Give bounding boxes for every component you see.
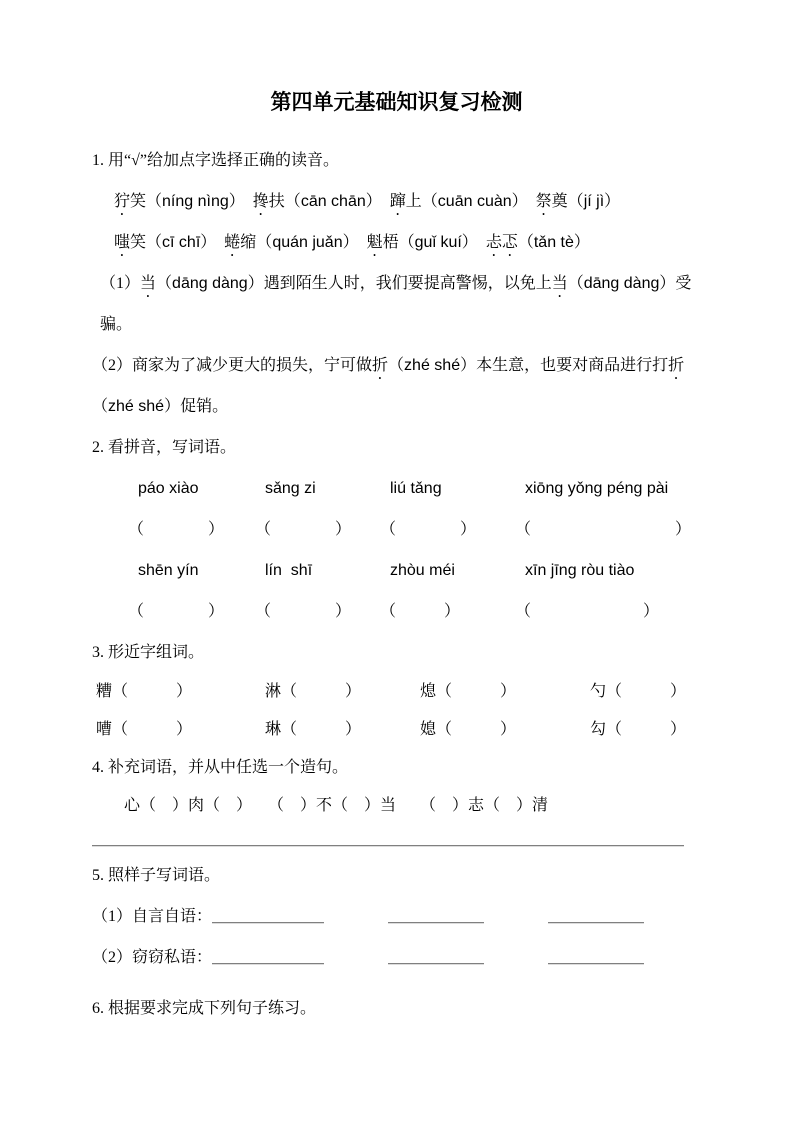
pinyin-word: lín shī	[265, 562, 313, 579]
q3-word-row-1	[92, 673, 701, 711]
text-segment: ）促销。	[164, 398, 229, 415]
q4-fill-in-line: 心（ ）肉（ ） （ ）不（ ）当 （ ）志（ ）清	[124, 797, 549, 814]
text-segment: 蜷	[224, 234, 241, 251]
text-segment: 嗤	[114, 234, 131, 251]
text-segment: 笑（	[130, 234, 163, 251]
word-bracket: 勾（ ）	[590, 721, 687, 738]
pinyin-word: xiōng yǒng péng pài	[525, 480, 669, 497]
text-segment: 蹿	[389, 193, 406, 210]
pinyin-word: páo xiào	[138, 480, 199, 497]
pinyin-option: zhé shé	[404, 357, 461, 374]
pinyin-option: dāng dàng	[583, 275, 660, 292]
pinyin-option: jí jì	[583, 193, 605, 210]
text-segment: （	[567, 275, 584, 292]
text-segment: 折	[668, 357, 685, 374]
q5-example-row-2: （2）窃窃私语：＿＿＿＿＿＿＿ ＿＿＿＿＿＿ ＿＿＿＿＿＿	[92, 949, 645, 966]
text-segment: ）	[228, 193, 253, 210]
answer-bracket: （ ）	[515, 603, 660, 620]
word-bracket: 熄（ ）	[420, 683, 517, 700]
answer-bracket: （ ）	[380, 521, 477, 538]
question-6-label: 6. 根据要求完成下列句子练习。	[92, 1000, 317, 1017]
word-bracket: 琳（ ）	[265, 721, 362, 738]
question-4-label: 4. 补充词语，并从中任选一个造句。	[92, 759, 349, 776]
question-2-label: 2. 看拼音，写词语。	[92, 439, 237, 456]
text-segment: 笑（	[130, 193, 163, 210]
pinyin-option: cuān cuàn	[437, 193, 512, 210]
text-segment: （	[156, 275, 173, 292]
q3-word-row-2	[92, 711, 701, 749]
text-segment: 忐	[485, 234, 502, 251]
pinyin-option: dāng dàng	[172, 275, 248, 292]
answer-bracket: （ ）	[380, 603, 461, 620]
q1-sub-question-1	[92, 263, 701, 345]
text-segment: 缩（	[240, 234, 273, 251]
q1-pronunciation-row-2	[92, 222, 701, 263]
text-segment: （2）商家为了减少更大的损失，宁可做	[92, 357, 373, 374]
text-segment: 折	[372, 357, 389, 374]
text-segment: ）	[342, 234, 367, 251]
q1-sub-question-2	[92, 345, 701, 427]
word-bracket: 媳（ ）	[420, 721, 517, 738]
word-bracket: 勺（ ）	[590, 683, 687, 700]
pinyin-word: sǎng zi	[265, 480, 316, 497]
text-segment: （	[388, 357, 405, 374]
pinyin-option: quán juǎn	[272, 234, 343, 251]
q1-pronunciation-row-1	[92, 181, 701, 222]
question-5-label: 5. 照样子写词语。	[92, 867, 221, 884]
answer-bracket: （ ）	[128, 603, 225, 620]
text-segment: ）	[365, 193, 390, 210]
answer-bracket: （ ）	[255, 603, 352, 620]
text-segment: 上（	[405, 193, 438, 210]
question-1-label: 1. 用“√”给加点字选择正确的读音。	[92, 152, 339, 169]
pinyin-option: zhé shé	[108, 398, 165, 415]
q5-example-row-1: （1）自言自语：＿＿＿＿＿＿＿ ＿＿＿＿＿＿ ＿＿＿＿＿＿	[92, 908, 645, 925]
question-3-label: 3. 形近字组词。	[92, 644, 205, 661]
q4-answer-line: ＿＿＿＿＿＿＿＿＿＿＿＿＿＿＿＿＿＿＿＿＿＿＿＿＿＿＿＿＿＿＿＿＿＿＿＿＿	[92, 831, 685, 848]
text-segment: ）受骗。	[100, 275, 692, 333]
text-segment: （	[517, 234, 534, 251]
text-segment: ）	[604, 193, 621, 210]
answer-bracket: （ ）	[255, 521, 352, 538]
text-segment: ）	[573, 234, 590, 251]
text-segment: （	[92, 398, 109, 415]
pinyin-option: níng nìng	[162, 193, 229, 210]
text-segment: 扶（	[268, 193, 301, 210]
word-bracket: 淋（ ）	[265, 683, 362, 700]
q2-pinyin-row-1	[92, 468, 701, 509]
q2-answer-brackets-row-1	[92, 509, 701, 550]
text-segment: 当	[140, 275, 157, 292]
answer-bracket: （ ）	[128, 521, 225, 538]
pinyin-word: liú tǎng	[390, 480, 442, 497]
pinyin-word: zhòu méi	[390, 562, 455, 579]
word-bracket: 嘈（ ）	[96, 721, 193, 738]
text-segment: 当	[551, 275, 568, 292]
text-segment: ）	[461, 234, 486, 251]
pinyin-word: shēn yín	[138, 562, 199, 579]
pinyin-option: tǎn tè	[533, 234, 574, 251]
pinyin-word: xīn jīng ròu tiào	[525, 562, 635, 579]
text-segment: ）本生意，也要对商品进行打	[460, 357, 669, 374]
text-segment: ）遇到陌生人时，我们要提高警惕，以免上	[247, 275, 552, 292]
text-segment: （1）	[100, 275, 141, 292]
text-segment: 梧（	[382, 234, 415, 251]
text-segment: 魁	[366, 234, 383, 251]
text-segment: ）	[200, 234, 225, 251]
text-segment: 奠（	[551, 193, 584, 210]
pinyin-option: cān chān	[300, 193, 366, 210]
q2-answer-brackets-row-2	[92, 591, 701, 632]
text-segment: 忑	[501, 234, 518, 251]
word-bracket: 糟（ ）	[96, 683, 193, 700]
q2-pinyin-row-2	[92, 550, 701, 591]
pinyin-option: cī chī	[162, 234, 201, 251]
text-segment: 祭	[535, 193, 552, 210]
pinyin-option: guǐ kuí	[414, 234, 462, 251]
page-title: 第四单元基础知识复习检测	[270, 90, 523, 114]
text-segment: 搀	[252, 193, 269, 210]
answer-bracket: （ ）	[515, 521, 692, 538]
text-segment: ）	[511, 193, 536, 210]
text-segment: 狞	[114, 193, 131, 210]
